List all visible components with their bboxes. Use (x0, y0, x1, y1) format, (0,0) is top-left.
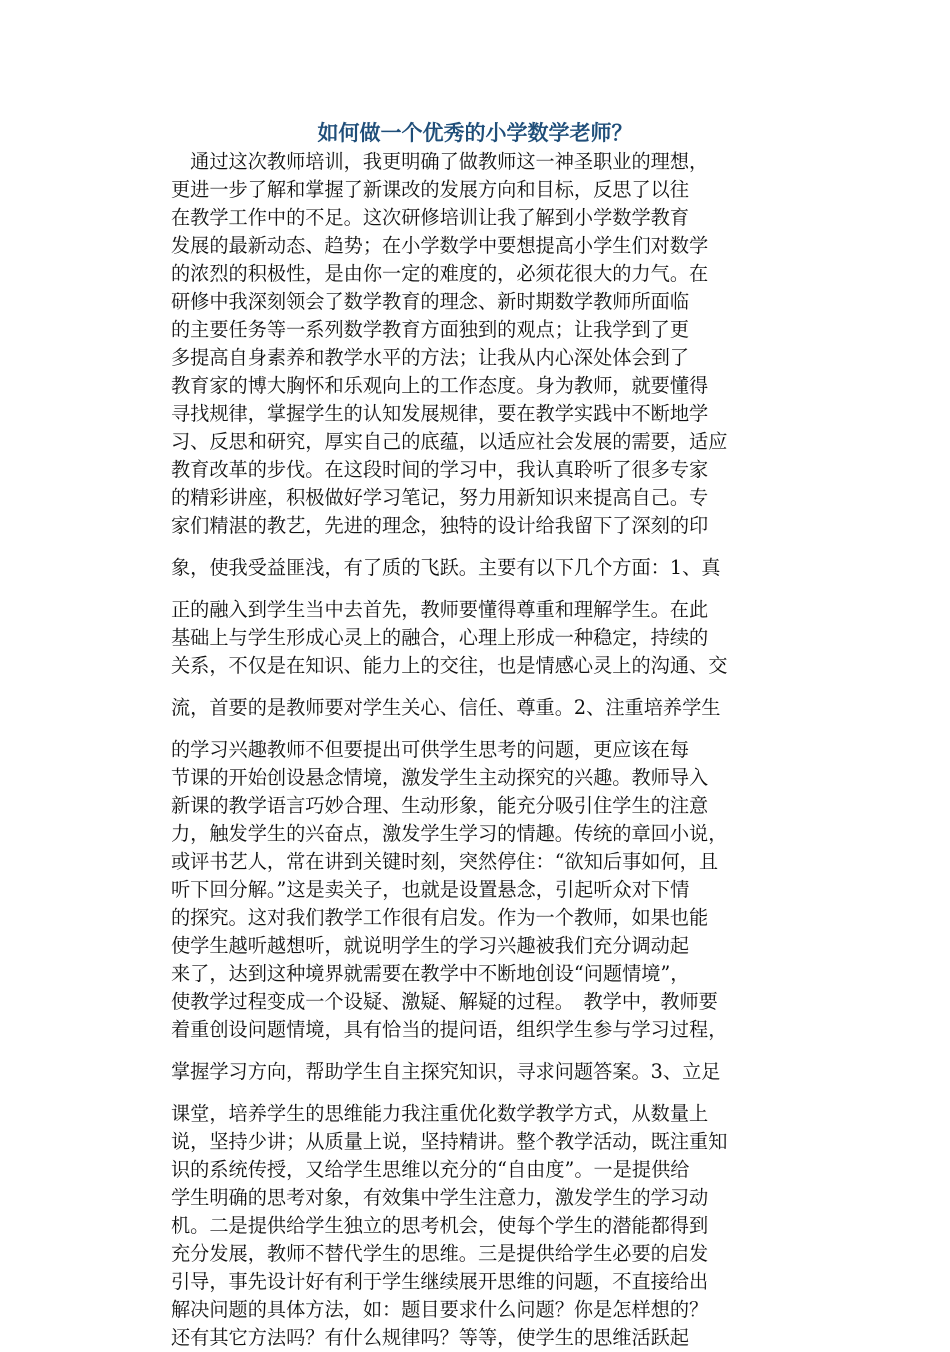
text-line: 识的系统传授，又给学生思维以充分的“自由度”。一是提供给 (171, 1158, 690, 1181)
text-line: 寻找规律，掌握学生的认知发展规律，要在教学实践中不断地学 (171, 402, 709, 425)
text-line: 着重创设问题情境，具有恰当的提问语，组织学生参与学习过程， (171, 1018, 728, 1041)
text-line: 新课的教学语言巧妙合理、生动形象，能充分吸引住学生的注意 (171, 794, 709, 817)
text-line: 使教学过程变成一个设疑、激疑、解疑的过程。 教学中，教师要 (171, 990, 718, 1013)
text-line: 发展的最新动态、趋势；在小学数学中要想提高小学生们对数学 (171, 234, 709, 257)
text-line: 或评书艺人，常在讲到关键时刻，突然停住：“欲知后事如何，且 (171, 850, 719, 873)
text-line: 通过这次教师培训，我更明确了做教师这一神圣职业的理想， (171, 150, 709, 173)
text-line: 说，坚持少讲；从质量上说，坚持精讲。整个教学活动，既注重知 (171, 1130, 728, 1153)
text-line: 力，触发学生的兴奋点，激发学生学习的情趣。传统的章回小说， (171, 822, 728, 845)
text-line: 多提高自身素养和教学水平的方法；让我从内心深处体会到了 (171, 346, 690, 369)
text-line: 关系，不仅是在知识、能力上的交往，也是情感心灵上的沟通、交 (171, 654, 728, 677)
text-line: 的探究。这对我们教学工作很有启发。作为一个教师，如果也能 (171, 906, 709, 929)
text-line: 节课的开始创设悬念情境，激发学生主动探究的兴趣。教师导入 (171, 766, 709, 789)
text-line: 解决问题的具体方法，如：题目要求什么问题？你是怎样想的？ (171, 1298, 709, 1321)
text-line: 正的融入到学生当中去首先，教师要懂得尊重和理解学生。在此 (171, 598, 709, 621)
text-line: 掌握学习方向，帮助学生自主探究知识，寻求问题答案。3、立足 (171, 1060, 721, 1083)
text-line: 的主要任务等一系列数学教育方面独到的观点；让我学到了更 (171, 318, 690, 341)
text-line: 还有其它方法吗？有什么规律吗？等等，使学生的思维活跃起 (171, 1326, 690, 1349)
text-line: 在教学工作中的不足。这次研修培训让我了解到小学数学教育 (171, 206, 690, 229)
text-line: 课堂，培养学生的思维能力我注重优化数学教学方式，从数量上 (171, 1102, 709, 1125)
text-line: 充分发展，教师不替代学生的思维。三是提供给学生必要的启发 (171, 1242, 709, 1265)
text-line: 更进一步了解和掌握了新课改的发展方向和目标，反思了以往 (171, 178, 690, 201)
text-line: 教育改革的步伐。在这段时间的学习中，我认真聆听了很多专家 (171, 458, 709, 481)
text-line: 听下回分解。”这是卖关子，也就是设置悬念，引起听众对下情 (171, 878, 690, 901)
text-line: 使学生越听越想听，就说明学生的学习兴趣被我们充分调动起 (171, 934, 690, 957)
text-line: 的精彩讲座，积极做好学习笔记，努力用新知识来提高自己。专 (171, 486, 709, 509)
text-line: 家们精湛的教艺，先进的理念，独特的设计给我留下了深刻的印 (171, 514, 709, 537)
text-line: 象，使我受益匪浅，有了质的飞跃。主要有以下几个方面：1、真 (171, 556, 721, 579)
text-line: 教育家的博大胸怀和乐观向上的工作态度。身为教师，就要懂得 (171, 374, 709, 397)
text-line: 基础上与学生形成心灵上的融合，心理上形成一种稳定，持续的 (171, 626, 709, 649)
text-line: 引导，事先设计好有利于学生继续展开思维的问题，不直接给出 (171, 1270, 709, 1293)
text-line: 习、反思和研究，厚实自己的底蕴，以适应社会发展的需要，适应 (171, 430, 728, 453)
text-line: 来了，达到这种境界就需要在教学中不断地创设“问题情境”， (171, 962, 690, 985)
text-line: 的浓烈的积极性，是由你一定的难度的，必须花很大的力气。在 (171, 262, 709, 285)
text-line: 学生明确的思考对象，有效集中学生注意力，激发学生的学习动 (171, 1186, 709, 1209)
text-line: 研修中我深刻领会了数学教育的理念、新时期数学教师所面临 (171, 290, 690, 313)
text-line: 流，首要的是教师要对学生关心、信任、尊重。2、注重培养学生 (171, 696, 721, 719)
document-title: 如何做一个优秀的小学数学老师？ (317, 121, 633, 145)
text-line: 机。二是提供给学生独立的思考机会，使每个学生的潜能都得到 (171, 1214, 709, 1237)
text-line: 的学习兴趣教师不但要提出可供学生思考的问题，更应该在每 (171, 738, 690, 761)
document-body (171, 148, 796, 1352)
